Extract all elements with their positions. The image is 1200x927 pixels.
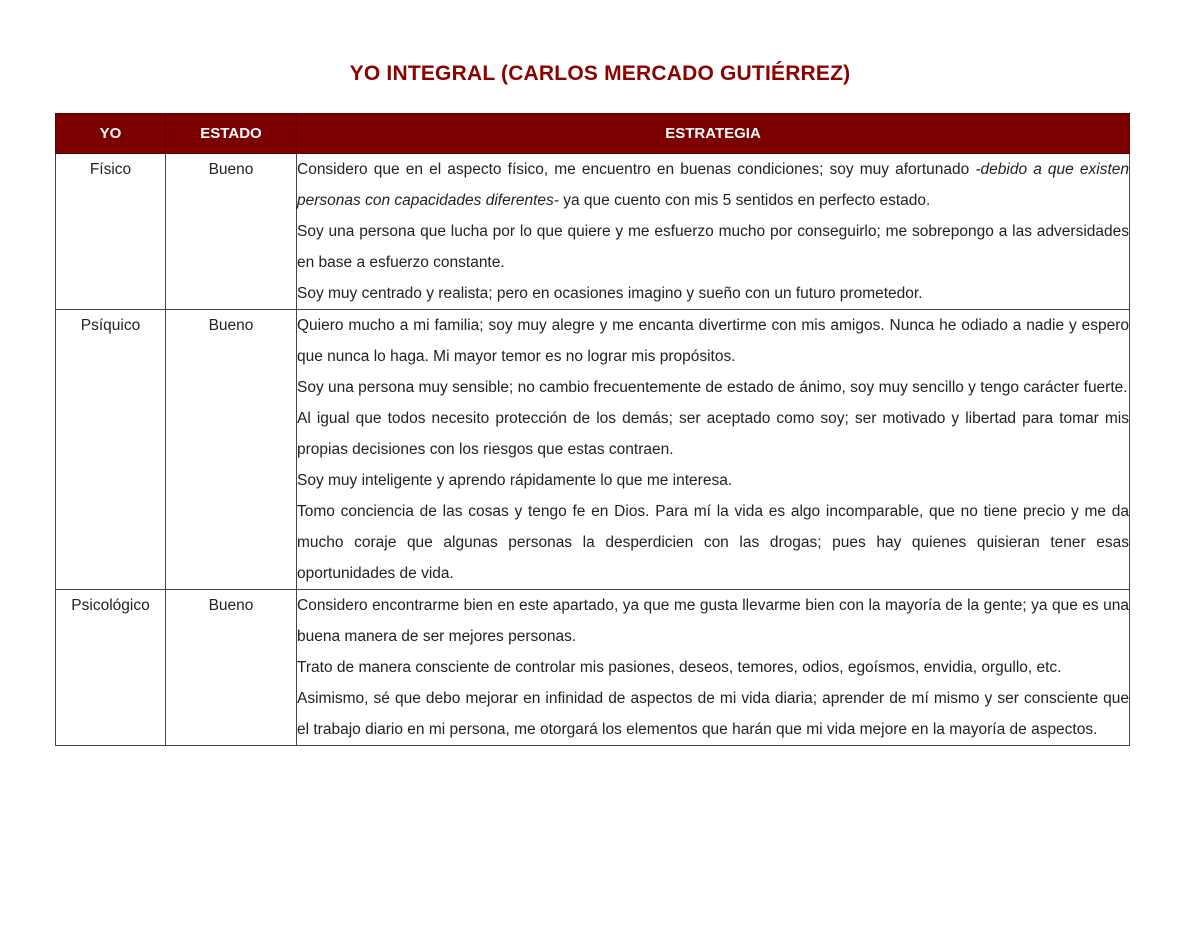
strategy-paragraph: Quiero mucho a mi familia; soy muy alegre y me encanta divertirme con mis amigos. Nunca he odiado a nadie y espero que nunca lo haga. Mi mayor temor es no lograr mis propósitos. xyxy=(297,317,1129,365)
cell-yo: Físico xyxy=(56,154,166,310)
strategy-paragraph: Tomo conciencia de las cosas y tengo fe en Dios. Para mí la vida es algo incomparable, que no tiene precio y me da mucho coraje que algunas personas la desperdicien con las drogas; pues hay quienes quisieran tener esas oportunidades de vida. xyxy=(297,503,1129,582)
strategy-paragraph: Trato de manera consciente de controlar mis pasiones, deseos, temores, odios, egoísmos, envidia, orgullo, etc. xyxy=(297,659,1062,676)
cell-estado: Bueno xyxy=(166,310,297,590)
yo-integral-table xyxy=(55,113,1130,746)
strategy-paragraph: Al igual que todos necesito protección de los demás; ser aceptado como soy; ser motivado y libertad para tomar mis propias decisiones con los riesgos que estas contraen. xyxy=(297,410,1129,458)
strategy-text: Considero que en el aspecto físico, me encuentro en buenas condiciones; soy muy afortunado xyxy=(297,161,976,178)
header-yo: YO xyxy=(56,114,166,154)
document-title: YO INTEGRAL (CARLOS MERCADO GUTIÉRREZ) xyxy=(349,62,851,85)
strategy-paragraph xyxy=(297,154,1129,216)
strategy-paragraph: Soy muy centrado y realista; pero en ocasiones imagino y sueño con un futuro prometedor. xyxy=(297,285,923,302)
cell-estrategia xyxy=(297,154,1130,310)
strategy-paragraph: Considero encontrarme bien en este apartado, ya que me gusta llevarme bien con la mayoría de la gente; ya que es una buena manera de ser mejores personas. xyxy=(297,597,1129,645)
table-row-fisico xyxy=(56,154,1130,310)
cell-estado: Bueno xyxy=(166,154,297,310)
strategy-paragraph: Soy una persona muy sensible; no cambio frecuentemente de estado de ánimo, soy muy sencillo y tengo carácter fuerte. xyxy=(297,379,1128,396)
cell-estrategia xyxy=(297,590,1130,746)
cell-estado: Bueno xyxy=(166,590,297,746)
strategy-text: ya que cuento con mis 5 sentidos en perfecto estado. xyxy=(558,192,931,209)
strategy-paragraph: Soy muy inteligente y aprendo rápidamente lo que me interesa. xyxy=(297,472,733,489)
cell-yo: Psíquico xyxy=(56,310,166,590)
table-row-psicologico xyxy=(56,590,1130,746)
header-estado: ESTADO xyxy=(166,114,297,154)
table-header-row xyxy=(56,114,1130,154)
table-row-psiquico xyxy=(56,310,1130,590)
cell-estrategia xyxy=(297,310,1130,590)
strategy-text-italic: -debido a que existen personas con capacidades diferentes- xyxy=(297,161,1130,209)
strategy-paragraph: Soy una persona que lucha por lo que quiere y me esfuerzo mucho por conseguirlo; me sobrepongo a las adversidades en base a esfuerzo constante. xyxy=(297,223,1129,271)
cell-yo: Psicológico xyxy=(56,590,166,746)
header-estrategia: ESTRATEGIA xyxy=(297,114,1130,154)
strategy-paragraph: Asimismo, sé que debo mejorar en infinidad de aspectos de mi vida diaria; aprender de mí mismo y ser consciente que el trabajo diario en mi persona, me otorgará los elementos que harán que mi vida mejore en la mayoría de aspectos. xyxy=(297,690,1129,738)
